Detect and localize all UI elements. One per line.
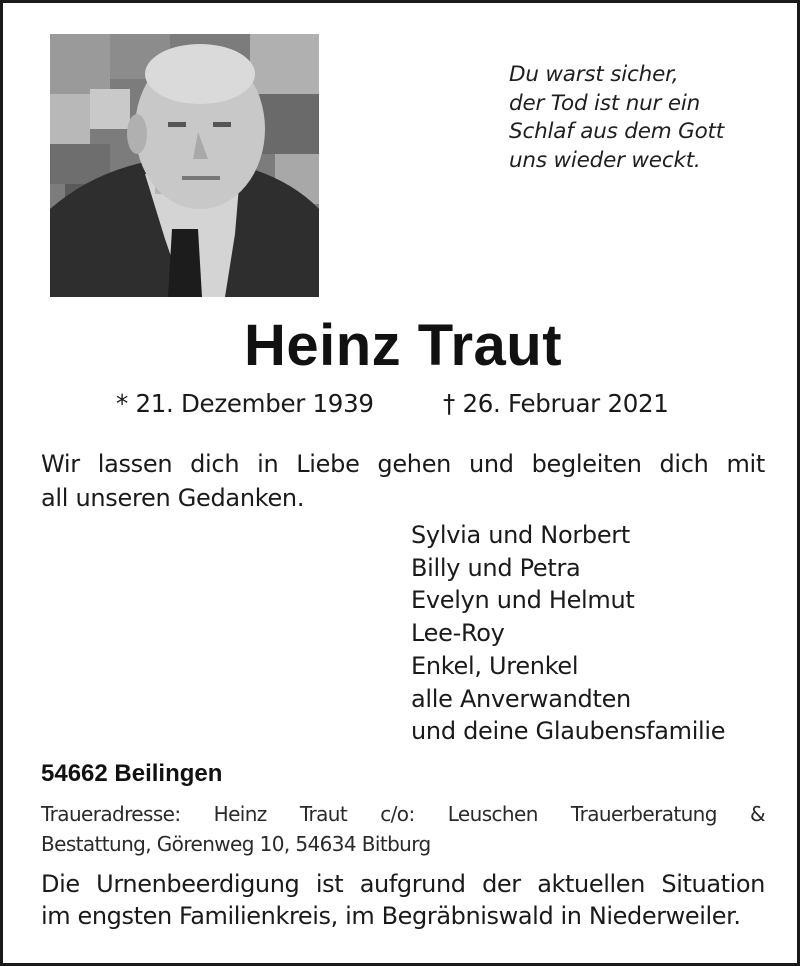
quote-line: uns wieder weckt. — [509, 147, 701, 173]
location: 54662 Beilingen — [41, 760, 223, 787]
funeral-notice — [41, 868, 765, 932]
memorial-quote — [509, 61, 724, 175]
portrait-photo — [50, 34, 319, 297]
mourner-entry: alle Anverwandten — [411, 684, 631, 713]
notice-line: Die Urnenbeerdigung ist aufgrund der aktuellen Situation — [41, 870, 765, 898]
birth-date: * 21. Dezember 1939 — [116, 389, 374, 418]
mourner-entry: Billy und Petra — [411, 553, 581, 582]
mourners-list — [411, 519, 725, 748]
mourner-entry: Evelyn und Helmut — [411, 586, 635, 615]
quote-line: Du warst sicher, — [509, 62, 679, 87]
address-line: Bestattung, Görenweg 10, 54634 Bitburg — [41, 832, 431, 856]
mourner-entry: Enkel, Urenkel — [411, 651, 579, 680]
address-line: Traueradresse: Heinz Traut c/o: Leuschen Trauerberatung & — [41, 802, 765, 826]
mourning-address — [41, 799, 765, 859]
farewell-text — [41, 447, 765, 515]
quote-line: der Tod ist nur ein — [509, 90, 701, 116]
mourner-entry: und deine Glaubensfamilie — [411, 717, 726, 746]
mourner-entry: Lee-Roy — [411, 619, 505, 648]
deceased-name: Heinz Traut — [243, 313, 563, 378]
mourner-entry: Sylvia und Norbert — [411, 521, 630, 549]
farewell-line: all unseren Gedanken. — [41, 484, 305, 512]
death-date: † 26. Februar 2021 — [443, 389, 669, 418]
notice-line: im engsten Familienkreis, im Begräbniswald in Niederweiler. — [41, 902, 741, 930]
farewell-line: Wir lassen dich in Liebe gehen und begleiten dich mit — [41, 450, 765, 478]
quote-line: Schlaf aus dem Gott — [509, 119, 725, 144]
